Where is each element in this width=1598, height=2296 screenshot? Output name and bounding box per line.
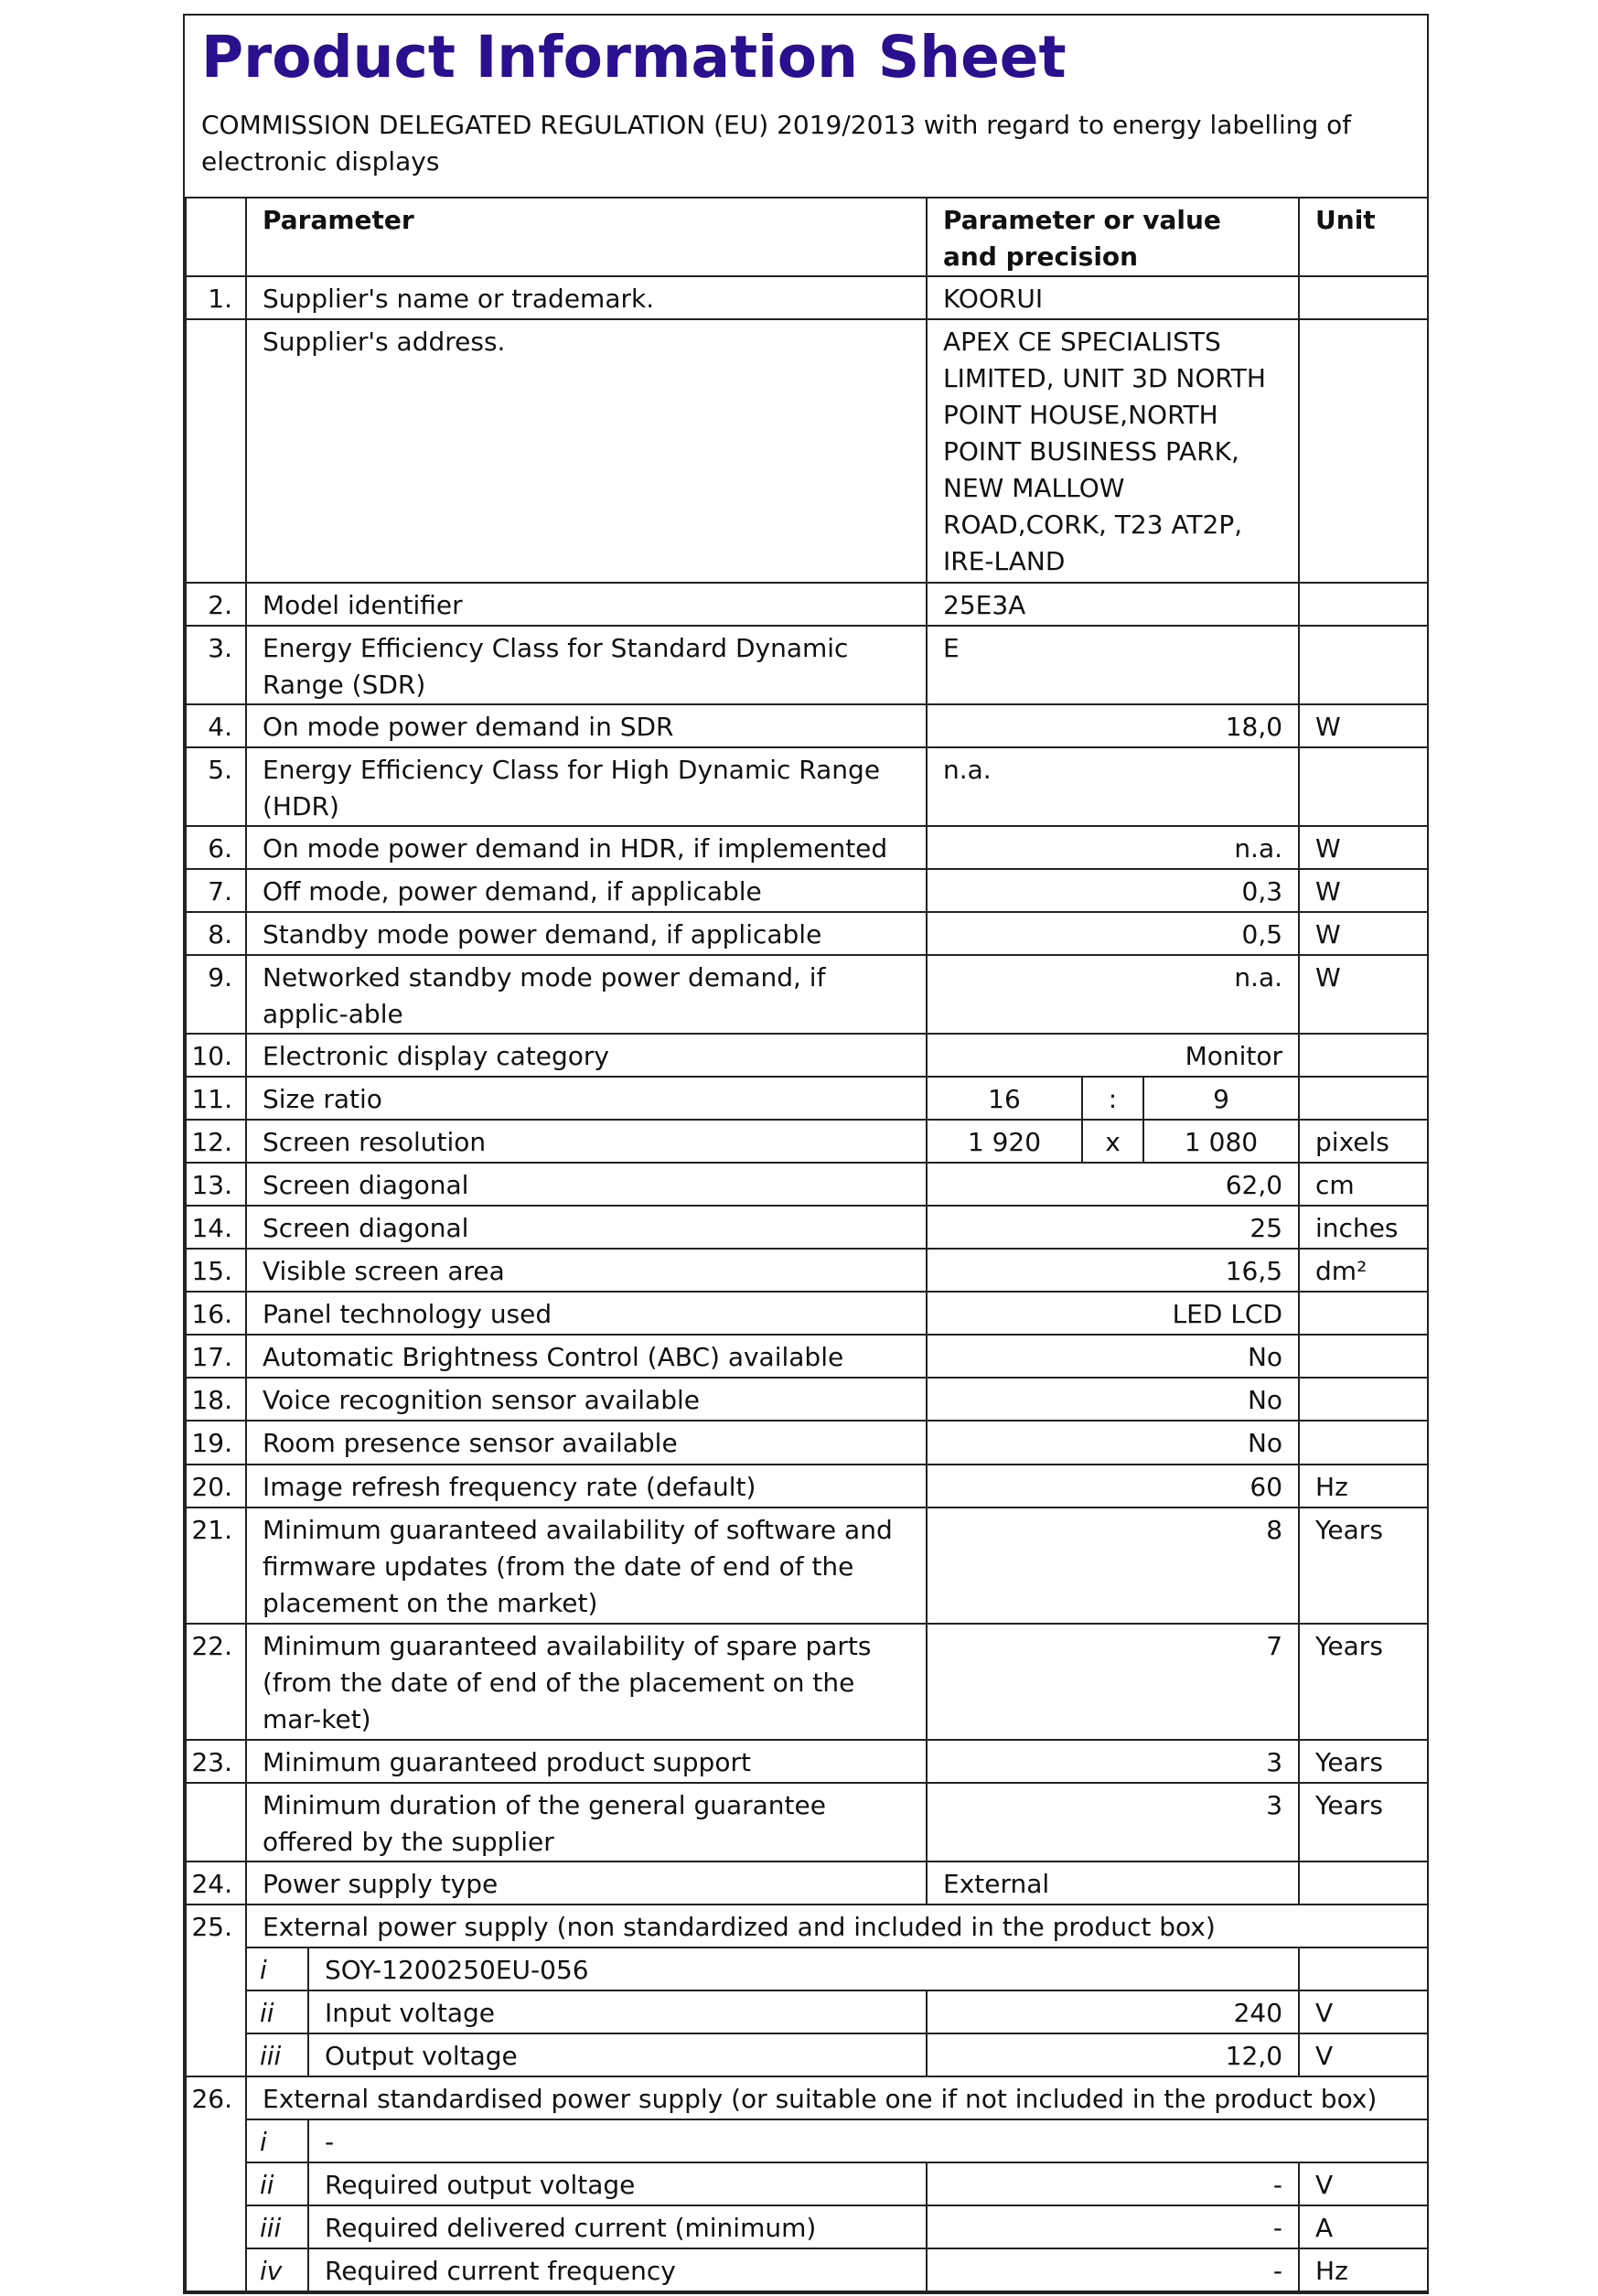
- row-number: 19.: [186, 1421, 246, 1464]
- header-unit: Unit: [1299, 198, 1428, 276]
- table-row: [186, 1120, 1428, 1163]
- row-number: 9.: [186, 955, 246, 1034]
- row-number: 12.: [186, 1120, 246, 1163]
- row-unit: Years: [1299, 1740, 1428, 1783]
- row-value: 3: [927, 1740, 1299, 1783]
- row-parameter: Model identifier: [246, 583, 927, 626]
- row-parameter: Voice recognition sensor available: [246, 1378, 927, 1421]
- row-parameter: Minimum guaranteed availability of spare parts (from the date of end of the placement on the mar-ket): [246, 1624, 927, 1740]
- row-unit: W: [1299, 955, 1428, 1034]
- row-parameter: Supplier's address.: [246, 319, 927, 583]
- row-unit: [1299, 319, 1428, 583]
- sub-row-value: -: [927, 2162, 1299, 2205]
- row-number: 21.: [186, 1507, 246, 1624]
- row-value: 0,3: [927, 869, 1299, 912]
- row-number: 26.: [186, 2076, 246, 2291]
- ratio-separator: :: [1082, 1077, 1143, 1120]
- row-parameter: Networked standby mode power demand, if applic-able: [246, 955, 927, 1034]
- sub-row-roman: iii: [246, 2205, 308, 2248]
- row-parameter: Screen diagonal: [246, 1206, 927, 1249]
- row-parameter: Screen resolution: [246, 1120, 927, 1163]
- table-row: [186, 1421, 1428, 1464]
- row-number: 15.: [186, 1249, 246, 1292]
- row-number: 4.: [186, 704, 246, 747]
- row-number: 13.: [186, 1163, 246, 1206]
- header-parameter: Parameter: [246, 198, 927, 276]
- row-value: APEX CE SPECIALISTS LIMITED, UNIT 3D NORTH POINT HOUSE,NORTH POINT BUSINESS PARK, NEW MALLOW ROAD,CORK, T23 AT2P, IRE-LAND: [927, 319, 1299, 583]
- row-number: [186, 1783, 246, 1861]
- row-value: n.a.: [927, 747, 1299, 826]
- sub-row: [186, 2119, 1428, 2162]
- row-number: 20.: [186, 1465, 246, 1507]
- row-unit: [1299, 1034, 1428, 1077]
- row-number: 2.: [186, 583, 246, 626]
- row-parameter: Supplier's name or trademark.: [246, 276, 927, 319]
- table-row: [186, 1335, 1428, 1378]
- table-row: [186, 747, 1428, 826]
- row-value: 25E3A: [927, 583, 1299, 626]
- row-parameter: Standby mode power demand, if applicable: [246, 912, 927, 955]
- sub-row: [186, 2162, 1428, 2205]
- row-parameter: External power supply (non standardized and included in the product box): [246, 1904, 1428, 1947]
- row-parameter: External standardised power supply (or suitable one if not included in the product box): [246, 2076, 1428, 2119]
- row-unit: Hz: [1299, 1465, 1428, 1507]
- table-row: [186, 1378, 1428, 1421]
- sub-row-label: Required current frequency: [308, 2248, 927, 2291]
- row-parameter: Screen diagonal: [246, 1163, 927, 1206]
- row-unit: cm: [1299, 1163, 1428, 1206]
- table-row: [186, 1249, 1428, 1292]
- row-value: n.a.: [927, 826, 1299, 869]
- table-row: [186, 1206, 1428, 1249]
- row-unit: [1299, 747, 1428, 826]
- row-number: 18.: [186, 1378, 246, 1421]
- row-parameter: Image refresh frequency rate (default): [246, 1465, 927, 1507]
- row-parameter: Minimum duration of the general guarantee offered by the supplier: [246, 1783, 927, 1861]
- row-value: 7: [927, 1624, 1299, 1740]
- sub-row: [186, 1990, 1428, 2033]
- row-value: 60: [927, 1465, 1299, 1507]
- row-parameter: On mode power demand in SDR: [246, 704, 927, 747]
- row-number: 25.: [186, 1904, 246, 2076]
- sub-row-roman: i: [246, 2119, 308, 2162]
- table-row: [186, 912, 1428, 955]
- regulation-subtitle: COMMISSION DELEGATED REGULATION (EU) 2019/2013 with regard to energy labelling of electronic displays: [201, 110, 1352, 177]
- row-number: 14.: [186, 1206, 246, 1249]
- row-unit: inches: [1299, 1206, 1428, 1249]
- row-number: 10.: [186, 1034, 246, 1077]
- row-number: 8.: [186, 912, 246, 955]
- row-value: No: [927, 1378, 1299, 1421]
- sub-row-unit: Hz: [1299, 2248, 1428, 2291]
- sub-row-roman: ii: [246, 1990, 308, 2033]
- sub-row-value: 240: [927, 1990, 1299, 2033]
- sub-row-value: -: [927, 2248, 1299, 2291]
- sub-row-roman: iii: [246, 2033, 308, 2076]
- row-unit: [1299, 276, 1428, 319]
- row-parameter: Automatic Brightness Control (ABC) available: [246, 1335, 927, 1378]
- row-unit: [1299, 1421, 1428, 1464]
- header-num-cell: [186, 198, 246, 276]
- row-unit: Years: [1299, 1783, 1428, 1861]
- row-number: 1.: [186, 276, 246, 319]
- table-row: [186, 704, 1428, 747]
- table-row: [186, 869, 1428, 912]
- row-value: External: [927, 1861, 1299, 1904]
- row-parameter: Electronic display category: [246, 1034, 927, 1077]
- row-unit: W: [1299, 826, 1428, 869]
- row-value: Monitor: [927, 1034, 1299, 1077]
- sub-row-roman: iv: [246, 2248, 308, 2291]
- sub-row-label: Output voltage: [308, 2033, 927, 2076]
- row-number: 7.: [186, 869, 246, 912]
- table-row: [186, 1465, 1428, 1507]
- row-value: E: [927, 626, 1299, 704]
- row-number: 22.: [186, 1624, 246, 1740]
- row-number: 24.: [186, 1861, 246, 1904]
- table-row: [186, 1624, 1428, 1740]
- table-row: [186, 1163, 1428, 1206]
- table-row: [186, 1034, 1428, 1077]
- row-parameter: Minimum guaranteed product support: [246, 1740, 927, 1783]
- page-title: Product Information Sheet: [201, 24, 1067, 91]
- row-parameter: Off mode, power demand, if applicable: [246, 869, 927, 912]
- row-value: 18,0: [927, 704, 1299, 747]
- sub-row: [186, 2033, 1428, 2076]
- row-number: 11.: [186, 1077, 246, 1120]
- row-number: 5.: [186, 747, 246, 826]
- row-unit: W: [1299, 912, 1428, 955]
- table-row: [186, 1904, 1428, 1947]
- row-unit: [1299, 1292, 1428, 1335]
- table-row: [186, 1861, 1428, 1904]
- row-number: 17.: [186, 1335, 246, 1378]
- resolution-width-value: 1 920: [927, 1120, 1082, 1163]
- sub-row-roman: i: [246, 1947, 308, 1990]
- table-row: [186, 1077, 1428, 1120]
- row-unit: dm²: [1299, 1249, 1428, 1292]
- row-value: No: [927, 1421, 1299, 1464]
- sub-row-value: 12,0: [927, 2033, 1299, 2076]
- row-parameter: Energy Efficiency Class for High Dynamic Range (HDR): [246, 747, 927, 826]
- table-header-row: [186, 198, 1428, 276]
- table-row: [186, 319, 1428, 583]
- row-value: 8: [927, 1507, 1299, 1624]
- row-value: KOORUI: [927, 276, 1299, 319]
- row-value: LED LCD: [927, 1292, 1299, 1335]
- table-row: [186, 1783, 1428, 1861]
- table-row: [186, 1292, 1428, 1335]
- row-value: 62,0: [927, 1163, 1299, 1206]
- table-row: [186, 626, 1428, 704]
- table-row: [186, 955, 1428, 1034]
- row-number: 3.: [186, 626, 246, 704]
- sub-row-label: Input voltage: [308, 1990, 927, 2033]
- row-parameter: Panel technology used: [246, 1292, 927, 1335]
- row-parameter: Room presence sensor available: [246, 1421, 927, 1464]
- row-unit: [1299, 1861, 1428, 1904]
- row-number: 23.: [186, 1740, 246, 1783]
- row-unit: [1299, 1335, 1428, 1378]
- row-value: 3: [927, 1783, 1299, 1861]
- resolution-height-value: 1 080: [1143, 1120, 1299, 1163]
- row-value: n.a.: [927, 955, 1299, 1034]
- row-value: No: [927, 1335, 1299, 1378]
- resolution-separator: x: [1082, 1120, 1143, 1163]
- row-unit: Years: [1299, 1507, 1428, 1624]
- row-unit: Years: [1299, 1624, 1428, 1740]
- row-parameter: Visible screen area: [246, 1249, 927, 1292]
- sub-row-roman: ii: [246, 2162, 308, 2205]
- table-row: [186, 1507, 1428, 1624]
- row-unit: W: [1299, 704, 1428, 747]
- row-unit: [1299, 1378, 1428, 1421]
- sub-row-unit: A: [1299, 2205, 1428, 2248]
- sub-row: [186, 1947, 1428, 1990]
- sub-row-unit: [1299, 1947, 1428, 1990]
- row-unit: W: [1299, 869, 1428, 912]
- row-number: 16.: [186, 1292, 246, 1335]
- row-parameter: Size ratio: [246, 1077, 927, 1120]
- ratio-height-value: 9: [1143, 1077, 1299, 1120]
- row-number: 6.: [186, 826, 246, 869]
- sub-row-label: -: [308, 2119, 1428, 2162]
- sub-row-label: Required delivered current (minimum): [308, 2205, 927, 2248]
- sub-row: [186, 2205, 1428, 2248]
- row-parameter: Minimum guaranteed availability of software and firmware updates (from the date of end of the placement on the market): [246, 1507, 927, 1624]
- sub-row-label: Required output voltage: [308, 2162, 927, 2205]
- sub-row: [186, 2248, 1428, 2291]
- sub-row-unit: V: [1299, 1990, 1428, 2033]
- header-value: Parameter or value and precision: [927, 198, 1299, 276]
- product-information-sheet: [183, 14, 1429, 2294]
- table-row: [186, 826, 1428, 869]
- row-unit: [1299, 583, 1428, 626]
- sub-row-label: SOY-1200250EU-056: [308, 1947, 1299, 1990]
- sheet-header: [185, 16, 1427, 198]
- sub-row-value: -: [927, 2205, 1299, 2248]
- row-parameter: Energy Efficiency Class for Standard Dynamic Range (SDR): [246, 626, 927, 704]
- table-row: [186, 1740, 1428, 1783]
- table-row: [186, 2076, 1428, 2119]
- row-parameter: Power supply type: [246, 1861, 927, 1904]
- sub-row-unit: V: [1299, 2033, 1428, 2076]
- row-value: 25: [927, 1206, 1299, 1249]
- row-value: 16,5: [927, 1249, 1299, 1292]
- row-unit: [1299, 1077, 1428, 1120]
- row-number: [186, 319, 246, 583]
- row-unit: [1299, 626, 1428, 704]
- row-unit: pixels: [1299, 1120, 1428, 1163]
- sub-row-unit: V: [1299, 2162, 1428, 2205]
- row-value: 0,5: [927, 912, 1299, 955]
- ratio-width-value: 16: [927, 1077, 1082, 1120]
- table-row: [186, 583, 1428, 626]
- row-parameter: On mode power demand in HDR, if implemented: [246, 826, 927, 869]
- table-row: [186, 276, 1428, 319]
- parameter-table: [185, 197, 1429, 2292]
